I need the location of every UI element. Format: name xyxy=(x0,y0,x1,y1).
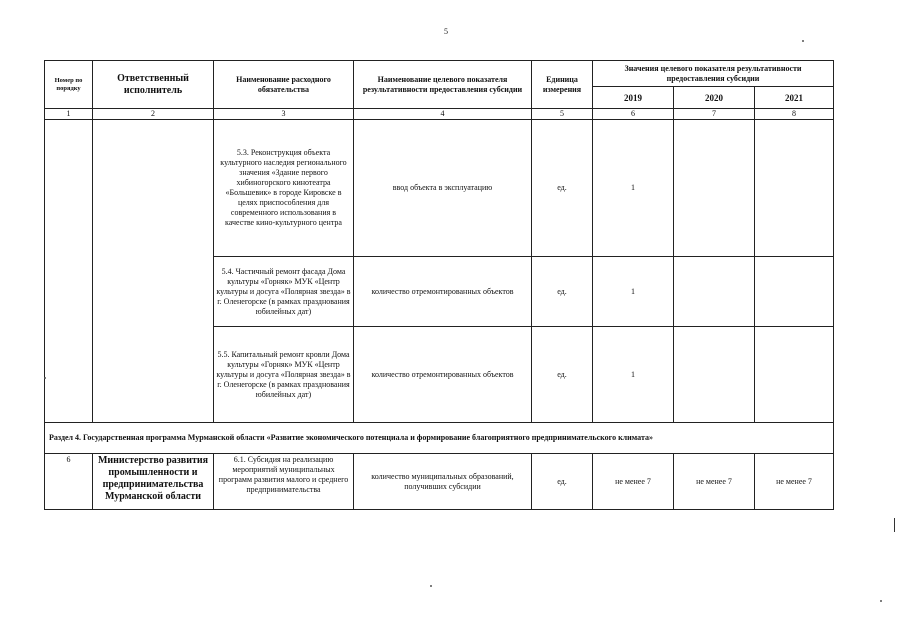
subsidy-indicators-table xyxy=(44,60,834,510)
header-year-2021: 2021 xyxy=(755,87,834,109)
unit-cell: ед. xyxy=(532,454,593,510)
indicator-cell: ввод объекта в эксплуатацию xyxy=(354,120,532,257)
header-row-number: Номер по порядку xyxy=(45,61,93,109)
scan-edge-mark xyxy=(894,518,895,532)
page-number: 5 xyxy=(444,27,448,36)
row-number-cell: 6 xyxy=(45,454,93,510)
header-values-group: Значения целевого показателя результативности предоставления субсидии xyxy=(593,61,834,87)
obligation-cell: 5.3. Реконструкция объекта культурного наследия регионального значения «Здание первого хибиногорского кинотеатра «Большевик» в городе Кировске в целях приспособления для современного использования в качестве кино-культурного центра xyxy=(214,120,354,257)
column-index-row xyxy=(45,109,834,120)
executor-cell: Министерство развития промышленности и предпринимательства Мурманской области xyxy=(93,454,214,510)
header-year-2020: 2020 xyxy=(674,87,755,109)
section-row xyxy=(45,423,834,454)
obligation-cell: 6.1. Субсидия на реализацию мероприятий муниципальных программ развития малого и среднего предпринимательства xyxy=(214,454,354,510)
obligation-cell: 5.5. Капитальный ремонт кровли Дома культуры «Горняк» МУК «Центр культуры и досуга «Полярная звезда» в г. Оленегорске (в рамках празднования юбилейных дат) xyxy=(214,327,354,423)
value-2019-cell: 1 xyxy=(593,327,674,423)
indicator-cell: количество муниципальных образований, получивших субсидии xyxy=(354,454,532,510)
column-index: 2 xyxy=(93,109,214,120)
unit-cell: ед. xyxy=(532,327,593,423)
header-unit: Единица измерения xyxy=(532,61,593,109)
value-2021-cell xyxy=(755,257,834,327)
value-2019-cell: 1 xyxy=(593,257,674,327)
column-index: 8 xyxy=(755,109,834,120)
value-2021-cell: не менее 7 xyxy=(755,454,834,510)
column-index: 6 xyxy=(593,109,674,120)
table-row xyxy=(45,120,834,257)
value-2021-cell xyxy=(755,327,834,423)
column-index: 3 xyxy=(214,109,354,120)
header-obligation: Наименование расходного обязательства xyxy=(214,61,354,109)
executor-cell xyxy=(93,120,214,423)
header-indicator: Наименование целевого показателя результативности предоставления субсидии xyxy=(354,61,532,109)
header-executor: Ответственный исполнитель xyxy=(93,61,214,109)
unit-cell: ед. xyxy=(532,257,593,327)
value-2019-cell: 1 xyxy=(593,120,674,257)
indicator-cell: количество отремонтированных объектов xyxy=(354,327,532,423)
scan-speck xyxy=(430,585,432,587)
row-number-cell xyxy=(45,120,93,423)
column-index: 4 xyxy=(354,109,532,120)
column-index: 7 xyxy=(674,109,755,120)
table-row xyxy=(45,454,834,510)
indicator-cell: количество отремонтированных объектов xyxy=(354,257,532,327)
value-2021-cell xyxy=(755,120,834,257)
value-2020-cell xyxy=(674,120,755,257)
scan-speck xyxy=(880,600,882,602)
obligation-cell: 5.4. Частичный ремонт фасада Дома культуры «Горняк» МУК «Центр культуры и досуга «Полярная звезда» в г. Оленегорске (в рамках празднования юбилейных дат) xyxy=(214,257,354,327)
section-4-title: Раздел 4. Государственная программа Мурманской области «Развитие экономического потенциала и формирование благоприятного предпринимательского климата» xyxy=(45,423,834,454)
value-2020-cell xyxy=(674,327,755,423)
value-2020-cell: не менее 7 xyxy=(674,454,755,510)
column-index: 5 xyxy=(532,109,593,120)
scan-speck xyxy=(802,40,804,42)
scan-speck xyxy=(44,377,46,379)
value-2019-cell: не менее 7 xyxy=(593,454,674,510)
unit-cell: ед. xyxy=(532,120,593,257)
column-index: 1 xyxy=(45,109,93,120)
header-year-2019: 2019 xyxy=(593,87,674,109)
value-2020-cell xyxy=(674,257,755,327)
